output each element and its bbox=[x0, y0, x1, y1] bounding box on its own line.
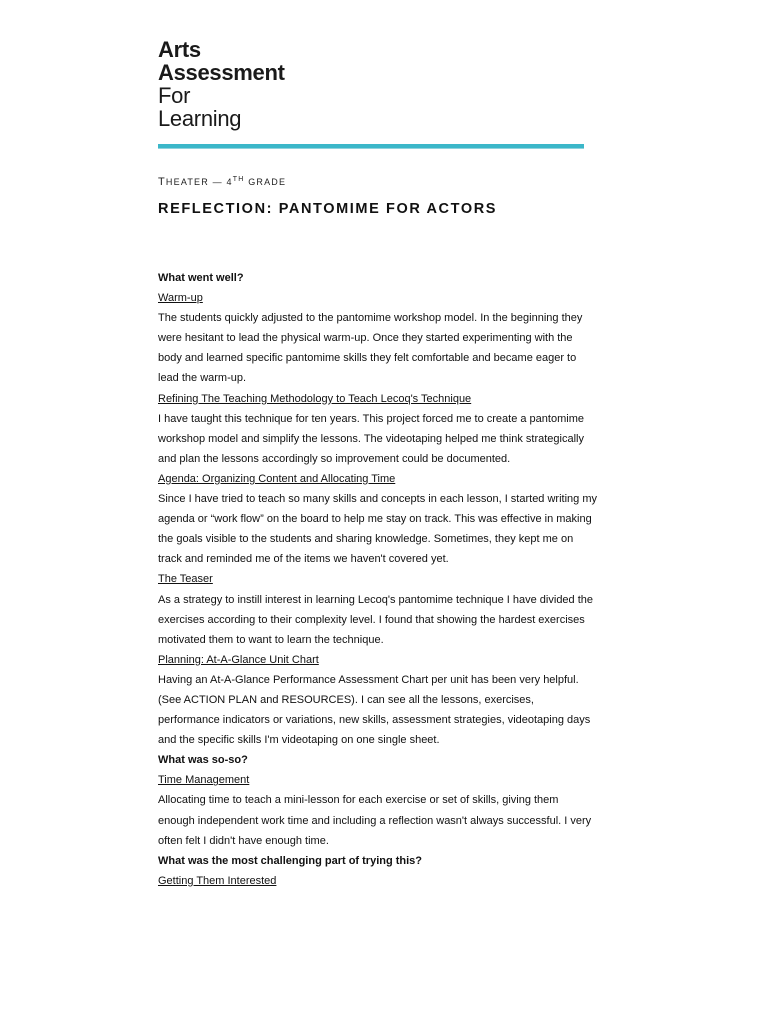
section-heading-refining: Refining The Teaching Methodology to Teach Lecoq's Technique bbox=[158, 392, 472, 405]
question-what-went-well: What went well? bbox=[158, 272, 244, 284]
paragraph-line: agenda or “work flow” on the board to help me stay on track. This was effective in making bbox=[158, 513, 592, 526]
section-heading-getting-interested: Getting Them Interested bbox=[158, 874, 277, 887]
subject-grade-label bbox=[158, 176, 286, 188]
section-heading-agenda: Agenda: Organizing Content and Allocating Time bbox=[158, 472, 396, 485]
paragraph-line: performance indicators or variations, new skills, assessment strategies, videotaping days bbox=[158, 714, 591, 727]
question-most-challenging: What was the most challenging part of trying this? bbox=[158, 854, 423, 867]
logo bbox=[158, 38, 285, 130]
paragraph-line: The students quickly adjusted to the pantomime workshop model. In the beginning they bbox=[158, 312, 583, 325]
reflection-body bbox=[158, 268, 618, 891]
paragraph-line: Since I have tried to teach so many skills and concepts in each lesson, I started writing my bbox=[158, 493, 597, 506]
paragraph-line: and the specific skills I'm videotaping on one single sheet. bbox=[158, 734, 440, 747]
paragraph-line: often felt I didn't have enough time. bbox=[158, 834, 329, 847]
question-so-so: What was so-so? bbox=[158, 754, 248, 767]
paragraph-line: the goals visible to the students and sharing knowledge. Sometimes, they kept me on bbox=[158, 533, 574, 546]
paragraph-line: were hesitant to lead the physical warm-up. Once they started experimenting with the bbox=[158, 332, 573, 345]
subject-ordinal: TH bbox=[232, 176, 245, 183]
logo-line-for: For bbox=[158, 83, 191, 108]
section-heading-time-management: Time Management bbox=[158, 774, 250, 787]
logo-line-assessment: Assessment bbox=[158, 60, 285, 85]
subject-text: HEATER — 4 bbox=[165, 177, 233, 187]
paragraph-line: motivated them to want to learn the technique. bbox=[158, 633, 384, 646]
header-divider bbox=[158, 144, 584, 149]
page-title: REFLECTION: PANTOMIME FOR ACTORS bbox=[158, 201, 498, 217]
paragraph-line: exercises according to their complexity level. I found that showing the hardest exercises bbox=[158, 613, 585, 626]
subject-initial: T bbox=[158, 176, 166, 188]
paragraph-line: Having an At-A-Glance Performance Assessment Chart per unit has been very helpful. bbox=[158, 673, 579, 686]
paragraph-line: workshop model and simplify the lessons. The videotaping helped me think strategically bbox=[158, 432, 584, 445]
paragraph-line: and plan the lessons accordingly so improvement could be documented. bbox=[158, 452, 511, 465]
paragraph-line: body and learned specific pantomime skills they felt comfortable and became eager to bbox=[158, 352, 577, 365]
paragraph-line: lead the warm-up. bbox=[158, 372, 247, 385]
subject-grade: GRADE bbox=[244, 177, 287, 187]
paragraph-line: enough independent work time and including a reflection wasn't always successful. I very bbox=[158, 814, 592, 827]
section-heading-teaser: The Teaser bbox=[158, 573, 213, 586]
paragraph-line: Allocating time to teach a mini-lesson for each exercise or set of skills, giving them bbox=[158, 794, 559, 807]
paragraph-line: I have taught this technique for ten years. This project forced me to create a pantomime bbox=[158, 412, 584, 425]
logo-line-learning: Learning bbox=[158, 106, 242, 131]
paragraph-line: track and reminded me of the items we haven't covered yet. bbox=[158, 553, 449, 566]
section-heading-planning: Planning: At-A-Glance Unit Chart bbox=[158, 653, 319, 666]
logo-line-arts: Arts bbox=[158, 37, 201, 62]
paragraph-line: (See ACTION PLAN and RESOURCES). I can see all the lessons, exercises, bbox=[158, 693, 534, 706]
paragraph-line: As a strategy to instill interest in learning Lecoq's pantomime technique I have divided the bbox=[158, 593, 594, 606]
section-heading-warm-up: Warm-up bbox=[158, 292, 203, 305]
